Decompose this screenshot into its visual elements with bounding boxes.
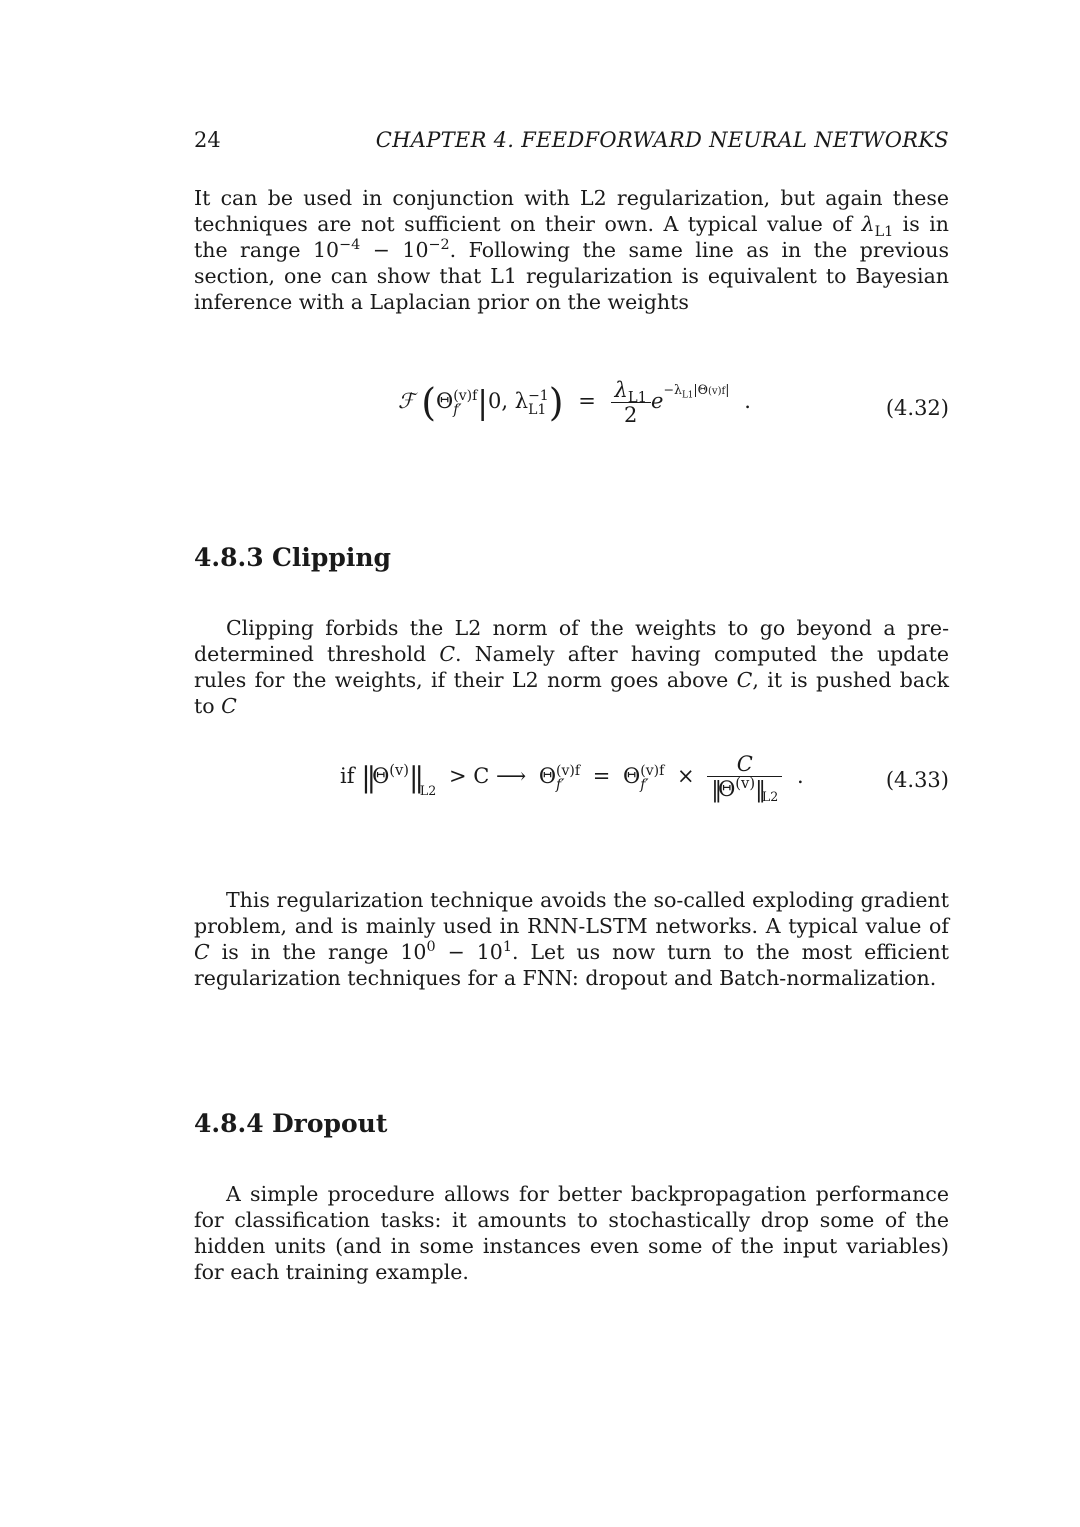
eq432-fraction	[611, 378, 651, 427]
eq433-lhs-sup: (v)f	[556, 762, 581, 779]
after-low: 10	[400, 940, 427, 964]
range-low: 10	[313, 238, 340, 262]
intro-paragraph	[194, 185, 949, 315]
dropout-text: A simple procedure allows for better backpropagation performance for classification tasks: it amounts to stochastically drop some of the hidden units (and in some instances even some of the input variables) for each training example.	[194, 1182, 949, 1284]
eq432-period: .	[744, 389, 751, 413]
clipping-text-3: , it is pushed back to	[194, 668, 949, 718]
eq433-times: ×	[676, 764, 695, 788]
eq432-sub: f′	[453, 401, 462, 418]
eq432-frac-lambda: λ	[614, 378, 628, 402]
eq432-bar: |	[477, 383, 489, 422]
eq432-exp-sub: L1	[681, 390, 694, 401]
equation-4-32	[398, 378, 751, 427]
clipping-C1: C	[439, 642, 456, 666]
section-heading-clipping	[194, 543, 391, 572]
eq433-gt-arrow: > C ⟶	[449, 764, 527, 788]
intro-text-3: . Following the same line as in the previous section, one can show that L1 regularization is equivalent to Bayesian inference with a Laplacian prior on the weights	[194, 238, 949, 314]
section-heading-dropout	[194, 1109, 387, 1138]
after-high: 10	[476, 940, 503, 964]
eq432-exp-theta: Θ	[697, 382, 708, 397]
eq432-rparen: )	[548, 380, 564, 425]
after-C: C	[194, 940, 210, 964]
clipping-C3: C	[221, 694, 237, 718]
eq432-theta-indices	[453, 389, 477, 417]
eq432-cond-sub: L1	[528, 401, 547, 418]
eq432-equals: =	[578, 389, 596, 413]
eq433-l2: L2	[419, 783, 437, 798]
eq433-den-l2: L2	[761, 789, 779, 805]
eq433-theta-rhs: Θ	[623, 764, 641, 788]
clipping-text-1: Clipping forbids the L2 norm of the weights to go beyond a pre-determined threshold	[194, 616, 949, 666]
eq433-norm-left: ||	[361, 761, 373, 794]
eq433-den-norm-right: ||	[755, 778, 762, 803]
eq432-exp-sup: (v)f	[707, 386, 726, 397]
eq432-e: e	[650, 389, 664, 413]
section-number: 4.8.4	[194, 1109, 264, 1138]
eq433-if: if	[340, 764, 355, 788]
eq433-frac-den	[707, 776, 782, 803]
eq433-period: .	[796, 764, 804, 788]
eq433-equals: =	[592, 764, 611, 788]
clipping-text-2: . Namely after having computed the update rules for the weights, if their L2 norm goes above	[194, 642, 949, 692]
eq432-cond-sup: −1	[528, 387, 549, 404]
eq432-exp-bar2: |	[725, 382, 730, 397]
eq433-lhs-sub: f′	[556, 776, 565, 793]
section-title: Clipping	[272, 543, 392, 572]
eq433-frac-num: C	[736, 752, 753, 776]
equation-4-33	[340, 752, 804, 803]
range-high: 10	[402, 238, 429, 262]
dropout-paragraph	[194, 1181, 949, 1285]
section-number: 4.8.3	[194, 543, 264, 572]
eq433-den-theta: Θ	[718, 777, 736, 801]
eq433-rhs-indices	[640, 764, 664, 792]
range-high-exp: −2	[428, 237, 450, 254]
regularization-paragraph	[194, 887, 949, 991]
page-number: 24	[194, 128, 221, 152]
equation-number-4-32: (4.32)	[885, 396, 949, 420]
after-text-2: is in the range	[209, 940, 401, 964]
range-low-exp: −4	[339, 237, 361, 254]
eq432-lparen: (	[421, 380, 437, 425]
eq433-theta: Θ	[372, 764, 390, 788]
after-low-exp: 0	[426, 939, 436, 956]
running-header: CHAPTER 4. FEEDFORWARD NEURAL NETWORKS	[375, 128, 949, 152]
section-title: Dropout	[272, 1109, 388, 1138]
eq432-theta: Θ	[436, 389, 454, 413]
eq433-lhs-indices	[556, 764, 580, 792]
clipping-C2: C	[736, 668, 753, 692]
after-dash: −	[435, 940, 477, 964]
eq432-sup: (v)f	[453, 387, 478, 404]
eq433-v: (v)	[389, 762, 410, 779]
after-text-3: . Let us now turn to the most efficient regularization techniques for a FNN: dropout and Batch-normalization.	[194, 940, 949, 990]
eq432-exp-prefix: −λ	[663, 382, 682, 397]
eq432-cond-indices	[528, 389, 549, 417]
after-text-1: This regularization technique avoids the so-called exploding gradient problem, and is mainly used in RNN-LSTM networks. A typical value of	[194, 888, 949, 938]
eq433-rhs-sub: f′	[640, 776, 649, 793]
eq432-frac-den: 2	[611, 402, 651, 427]
eq433-fraction	[707, 752, 782, 803]
eq432-exponent	[663, 382, 730, 401]
eq433-norm-right: ||	[409, 761, 420, 794]
eq433-rhs-sup: (v)f	[640, 762, 665, 779]
equation-number-4-33: (4.33)	[885, 768, 949, 792]
clipping-paragraph	[194, 615, 949, 719]
eq432-frac-sub: L1	[627, 389, 647, 407]
lambda-subscript: L1	[874, 224, 894, 241]
after-high-exp: 1	[502, 939, 512, 956]
eq433-den-v: (v)	[735, 775, 756, 792]
eq432-cond: 0, λ	[488, 389, 529, 413]
range-dash: −	[360, 238, 403, 262]
intro-text-1: It can be used in conjunction with L2 regularization, but again these techniques are not sufficient on their own. A typical value of	[194, 186, 949, 236]
eq433-theta-lhs: Θ	[538, 764, 557, 788]
lambda-symbol: λ	[861, 212, 875, 236]
eq432-frac-num	[611, 378, 651, 407]
eq432-exp-bar: |	[693, 382, 698, 397]
intro-text-2: is in the range	[194, 212, 949, 262]
eq432-F: ℱ	[398, 389, 415, 413]
eq433-den-norm-left: ||	[711, 778, 719, 803]
